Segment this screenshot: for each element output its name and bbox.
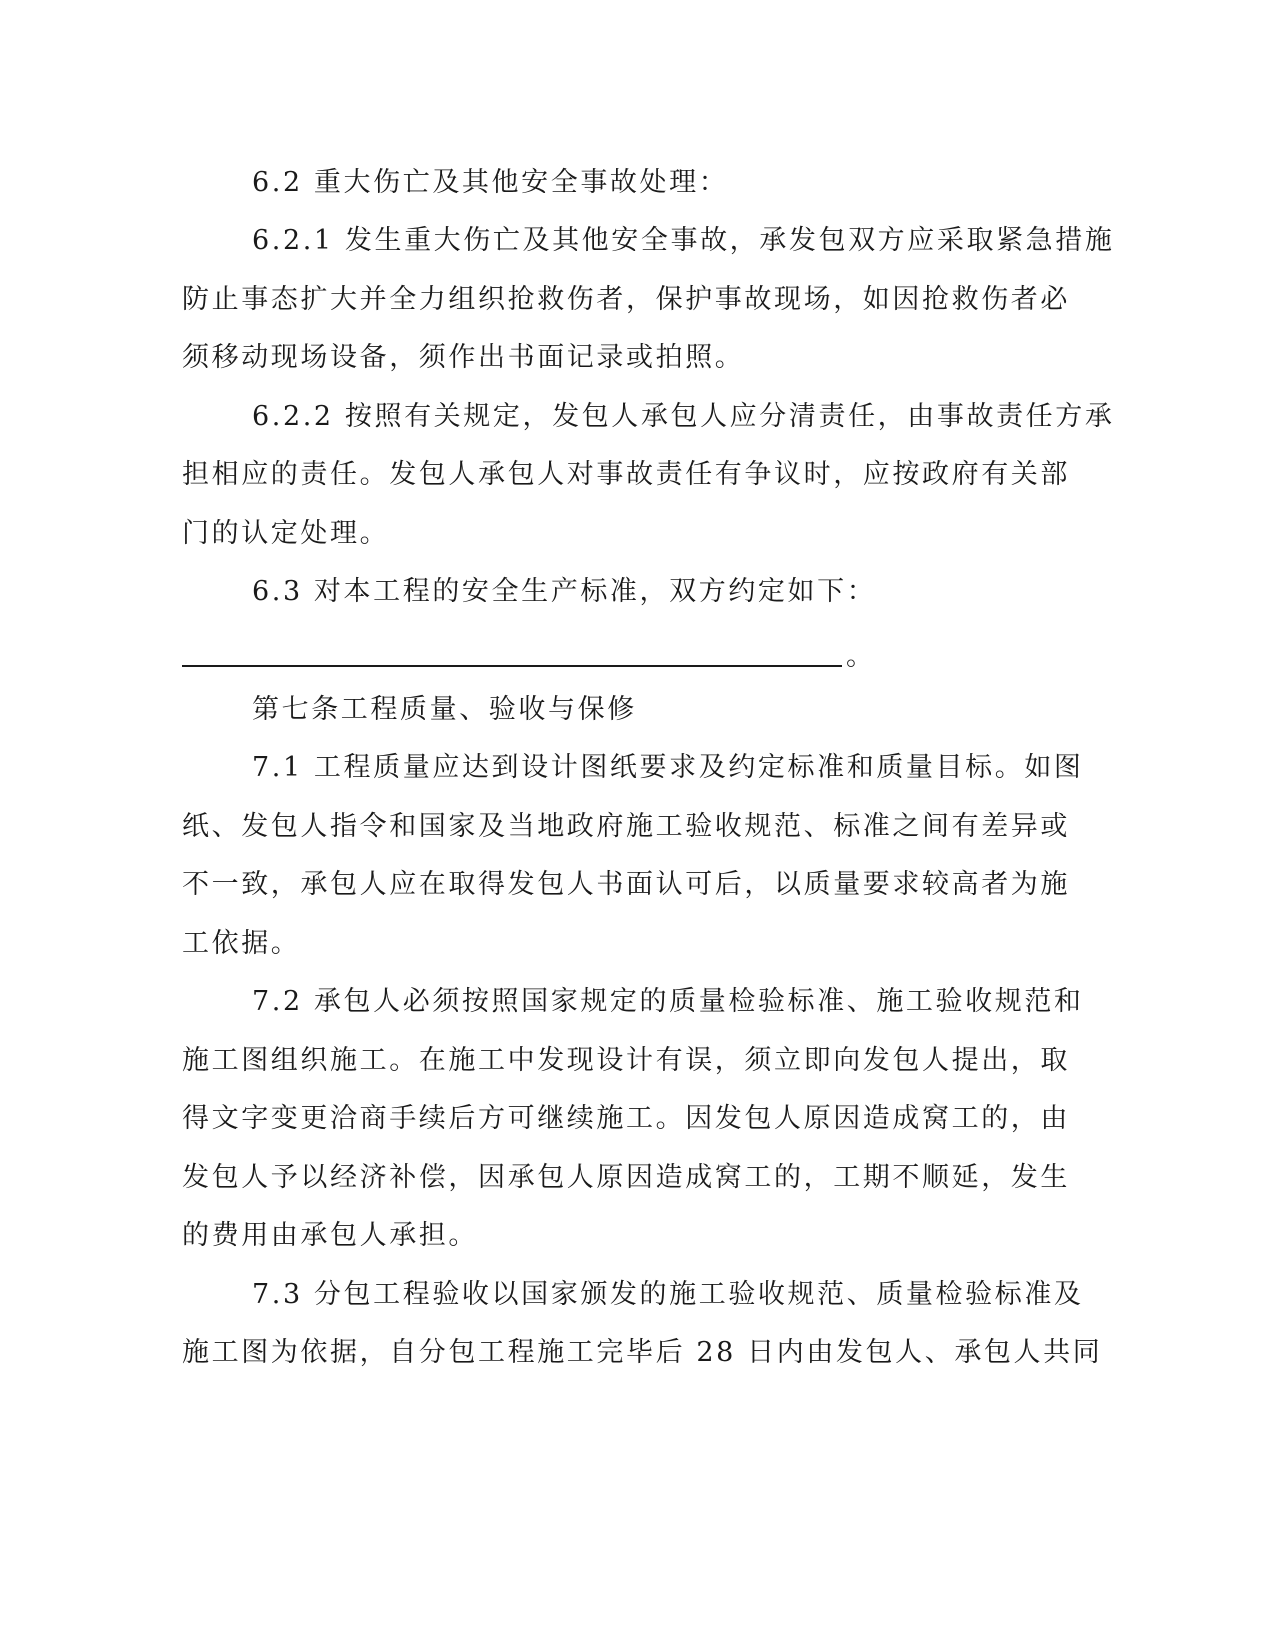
clause-7-1-line-3: 不一致，承包人应在取得发包人书面认可后，以质量要求较高者为施 [182,869,1070,900]
clause-7-2-line-4: 发包人予以经济补偿，因承包人原因造成窝工的，工期不顺延，发生 [182,1162,1070,1193]
clause-7-1-line-4: 工依据。 [182,928,301,959]
clause-6-2-1-line-2: 防止事态扩大并全力组织抢救伤者，保护事故现场，如因抢救伤者必 [182,284,1070,315]
clause-6-2-2-line-3: 门的认定处理。 [182,518,390,549]
clause-7-3-line-1: 7.3 分包工程验收以国家颁发的施工验收规范、质量检验标准及 [252,1279,1084,1310]
clause-6-2-2-line-2: 担相应的责任。发包人承包人对事故责任有争议时，应按政府有关部 [182,459,1070,490]
clause-7-3-line-2: 施工图为依据，自分包工程施工完毕后 28 日内由发包人、承包人共同 [182,1337,1103,1368]
clause-7-1-line-1: 7.1 工程质量应达到设计图纸要求及约定标准和质量目标。如图 [252,752,1084,783]
blank-end-punctuation: 。 [846,641,873,672]
clause-7-2-line-5: 的费用由承包人承担。 [182,1220,478,1251]
clause-7-2-line-1: 7.2 承包人必须按照国家规定的质量检验标准、施工验收规范和 [252,986,1084,1017]
clause-7-2-line-2: 施工图组织施工。在施工中发现设计有误，须立即向发包人提出，取 [182,1045,1070,1076]
article-7-heading: 第七条工程质量、验收与保修 [252,694,637,725]
clause-6-2-1-line-1: 6.2.1 发生重大伤亡及其他安全事故，承发包双方应采取紧急措施 [252,225,1115,256]
fill-in-blank [182,640,882,674]
clause-6-2-heading: 6.2 重大伤亡及其他安全事故处理： [252,167,729,198]
clause-6-2-2-line-1: 6.2.2 按照有关规定，发包人承包人应分清责任，由事故责任方承 [252,401,1115,432]
clause-6-2-1-line-3: 须移动现场设备，须作出书面记录或拍照。 [182,342,745,373]
clause-6-3-line-1: 6.3 对本工程的安全生产标准，双方约定如下： [252,576,877,607]
blank-underline [182,665,842,667]
clause-7-2-line-3: 得文字变更洽商手续后方可继续施工。因发包人原因造成窝工的，由 [182,1103,1070,1134]
clause-7-1-line-2: 纸、发包人指令和国家及当地政府施工验收规范、标准之间有差异或 [182,811,1070,842]
